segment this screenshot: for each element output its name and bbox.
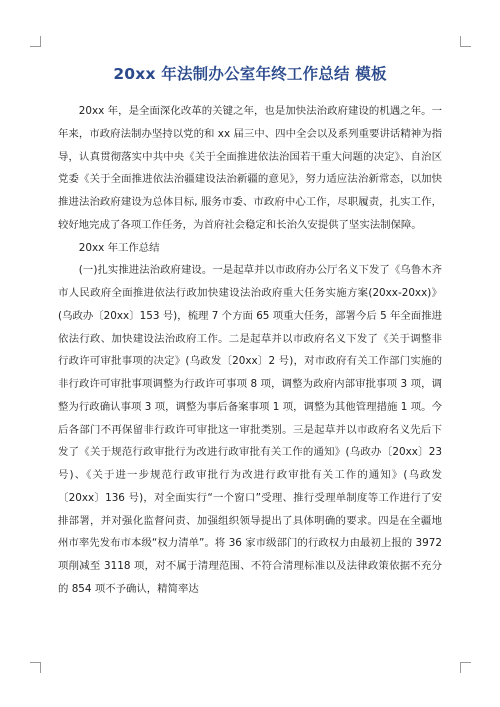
document-body (58, 100, 442, 601)
crop-mark-bottom-right (460, 662, 471, 673)
paragraph-section-heading: 20xx 年工作总结 (78, 241, 160, 254)
document-title: 20xx 年法制办公室年终工作总结 模板 (113, 65, 387, 83)
crop-mark-top-right (460, 36, 471, 47)
crop-mark-bottom-left (30, 662, 41, 673)
paragraph-section-one: (一)扎实推进法治政府建设。一是起草并以市政府办公厅名义下发了《乌鲁木齐市人民政府全面推进依法行政加快建设法治政府重大任务实施方案(20xx-20xx)》(乌政办〔20xx〕153 号)，梳理 7 个方面 65 项重大任务，部署今后 5 年全面推进依法行政、加快建设法治政府工作。二是起草并以市政府名义下发了《关于调整非行政许可审批事项的决定》(乌政发〔20xx〕2 号)，对市政府有关工作部门实施的非行政许可审批事项调整为行政许可事项 8 项，调整为政府内部审批事项 3 项，调整为行政确认事项 3 项，调整为事后备案事项 1 项，调整为其他管理措施 1 项。今后各部门不再保留非行政许可审批这一审批类别。三是起草并以市政府名义先后下发了《关于规范行政审批行为改进行政审批有关工作的通知》(乌政办〔20xx〕23 号)、《关于进一步规范行政审批行为改进行政审批有关工作的通知》(乌政发〔20xx〕136 号)，对全面实行“一个窗口”受理、推行受理单制度等工作进行了安排部署，并对强化监督问责、加强组织领导提出了具体明确的要求。四是在全疆地州市率先发布市本级“权力清单”。将 36 家市级部门的行政权力由最初上报的 3972 项削减至 3118 项，对不属于清理范围、不符合清理标准以及法律政策依据不充分的 854 项不予确认，精简率达 (58, 264, 442, 595)
crop-mark-top-left (30, 36, 41, 47)
paragraph-intro: 20xx 年，是全面深化改革的关键之年，也是加快法治政府建设的机遇之年。一年来，市政府法制办坚持以党的和 xx 届三中、四中全会以及系列重要讲话精神为指导，认真贯彻落实中共中央《关于全面推进依法治国若干重大问题的决定》、自治区党委《关于全面推进依法治疆建设法治新疆的意见》，努力适应法治新常态，以加快推进法治政府建设为总体目标, 服务市委、市政府中心工作，尽职履责，扎实工作，较好地完成了各项工作任务，为首府社会稳定和长治久安提供了坚实法制保障。 (58, 105, 442, 231)
